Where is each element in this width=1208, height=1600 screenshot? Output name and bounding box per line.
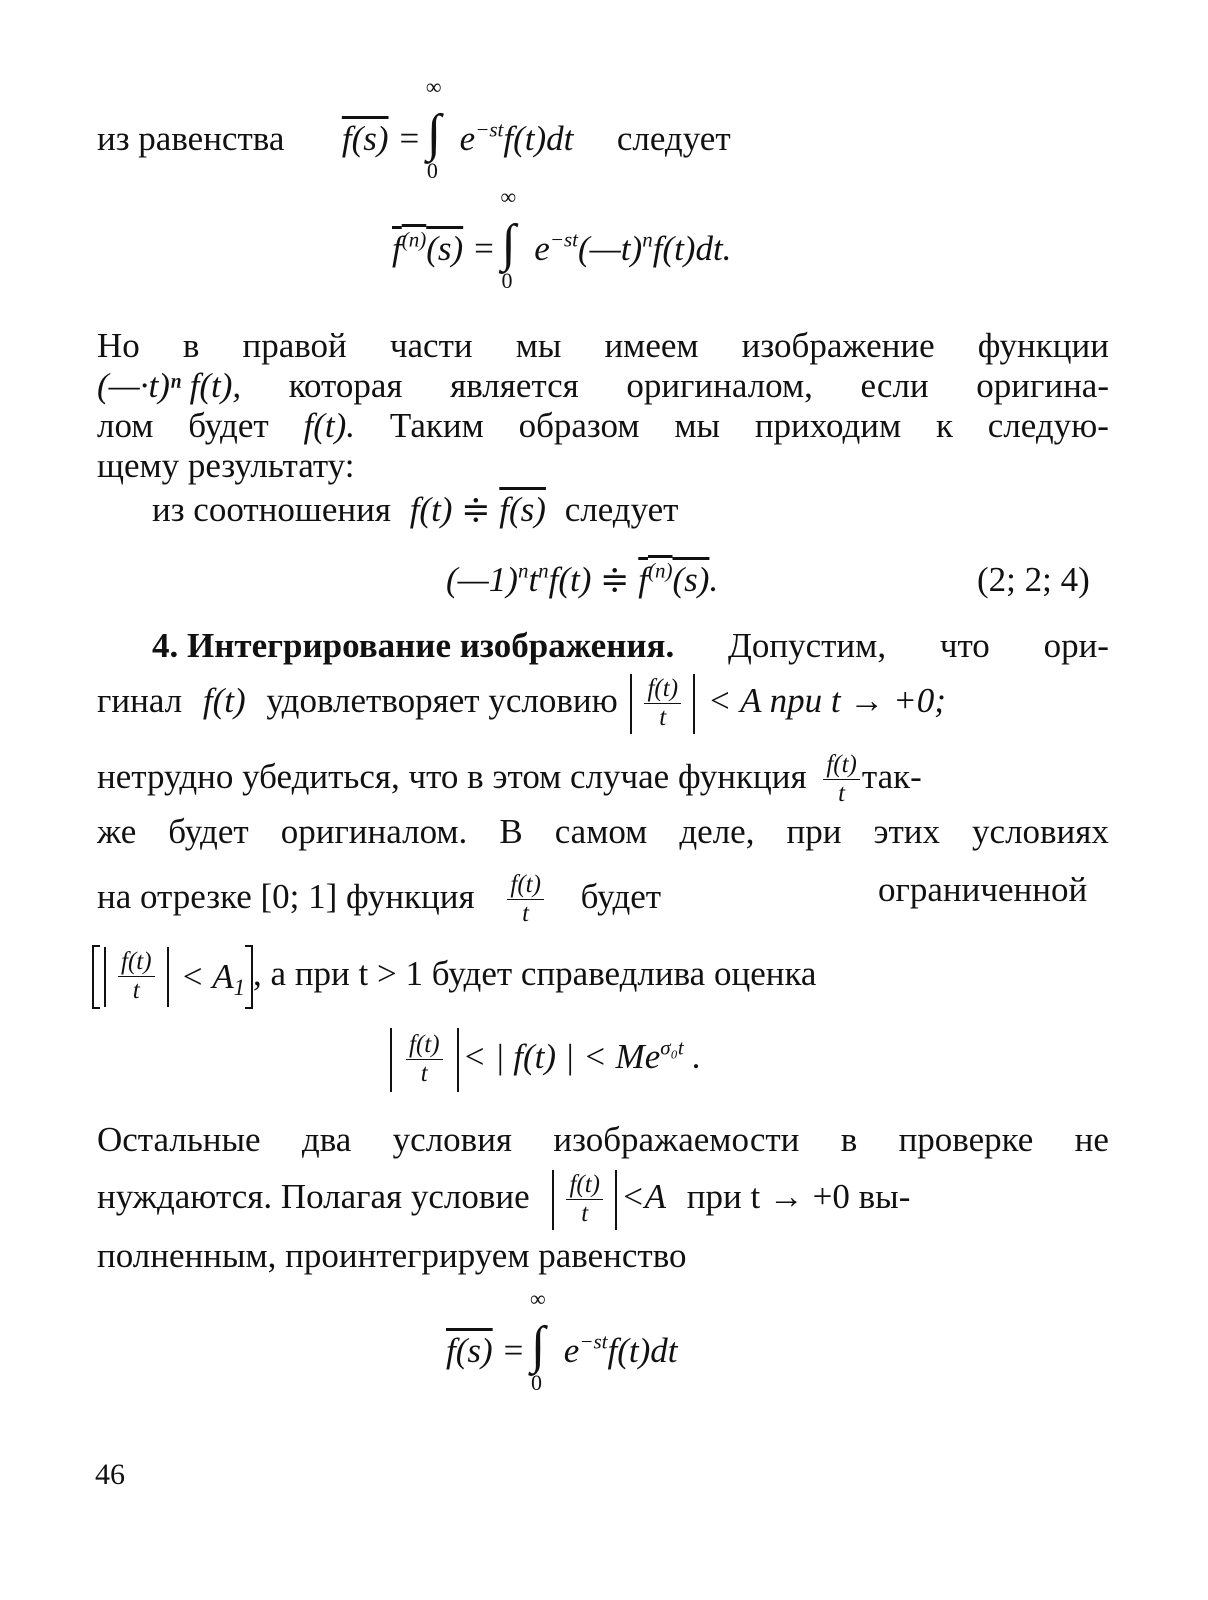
text-line-p4: щему результату: (97, 446, 355, 485)
text-fragment: на отрезке [0; 1] функция (97, 876, 475, 916)
word: будет (168, 812, 249, 851)
text-fragment: из равенства (97, 119, 285, 158)
text-fragment: при t → +0 вы- (686, 1176, 911, 1216)
word: этих (873, 812, 941, 851)
word: В (499, 812, 523, 851)
word: проверке (898, 1120, 1034, 1159)
word: мы (674, 406, 721, 445)
text-line-r2: нуждаются. Полагая условие $\frac{f(t)}{t}$ <A при t → +0 вы- (97, 1170, 910, 1230)
word: Остальные (97, 1120, 261, 1159)
word: условия (392, 1120, 513, 1159)
word: в (182, 326, 200, 365)
word: части (389, 326, 473, 365)
word: лом (97, 406, 154, 445)
word: имеем (604, 326, 699, 365)
text-fragment: будет (580, 876, 662, 916)
text-fragment: следует (564, 490, 679, 529)
bracket-bound: $\frac{f(t)}{t}$ < $A_1$ (92, 945, 253, 1009)
page-number: 46 (95, 1458, 125, 1491)
text-line-p2 (97, 368, 1109, 403)
section-heading: 4. Интегрирование изображения. (152, 626, 675, 665)
formula-laplace: f(s) = ∞ ∫ 0 $e^{-st}f(t)dt$ (341, 74, 574, 183)
abs-value: $\frac{f(t)}{t}$ (630, 674, 695, 734)
formula-correspondence: f(t) ≑ f(s) (409, 490, 546, 529)
section-4-line-5-end: ограниченной (878, 870, 1088, 909)
word: которая (288, 366, 403, 405)
word: при (786, 812, 842, 851)
word: к (935, 406, 953, 445)
word: самом (554, 812, 648, 851)
text-fragment: удовлетворяет условию (266, 680, 618, 720)
equation-derivative: $f^{(n)}(s)$ = ∞ ∫ 0 $e^{-st}(—t)^nf(t)dt$. (392, 184, 732, 293)
word: образом (518, 406, 640, 445)
section-4-line-3: нетрудно убедиться, что в этом случае функция $\frac{f(t)}{t}$ так- (97, 751, 922, 808)
word: Допустим, (728, 626, 887, 665)
text-line-1 (97, 74, 731, 183)
text-fragment: нетрудно убедиться, что в этом случае функция (97, 756, 807, 796)
section-4-line-4 (97, 814, 1109, 849)
section-4-line-6 (92, 945, 816, 1009)
word: оригина- (976, 366, 1109, 405)
word: будет (188, 406, 269, 445)
word: Таким (389, 406, 484, 445)
word: не (1074, 1120, 1109, 1159)
word: если (860, 366, 929, 405)
word: изображаемости (553, 1120, 800, 1159)
word: (—·t)ⁿ f(t), (97, 366, 242, 405)
word: изображение (741, 326, 935, 365)
section-4-line-2: гинал f(t) удовлетворяет условию $\frac{f(t)}{t}$ < A при t → +0; (97, 674, 946, 734)
word: условиях (972, 812, 1109, 851)
equation-2-2-4: $(—1)^nt^nf(t)$ ≑ $f^{(n)}(s)$. (446, 558, 719, 599)
word: Но (97, 326, 140, 365)
word: правой (242, 326, 347, 365)
text-line-p1 (97, 328, 1109, 363)
word: является (450, 366, 579, 405)
text-fragment: , а при t > 1 будет справедлива оценка (253, 953, 817, 993)
word: ори- (1043, 626, 1109, 665)
word: два (301, 1120, 352, 1159)
text-line-r1 (97, 1122, 1109, 1157)
equation-laplace-final: f(s) = ∞ ∫ 0 $e^{-st}f(t)dt$ (446, 1286, 678, 1395)
text-fragment: гинал (97, 680, 183, 720)
text-line-p3 (97, 408, 1109, 443)
section-4-line-5: на отрезке [0; 1] функция $\frac{f(t)}{t}$ будет (97, 871, 662, 928)
word: деле, (679, 812, 755, 851)
word: следую- (987, 406, 1109, 445)
word: приходим (754, 406, 902, 445)
equation-number: (2; 2; 4) (977, 560, 1090, 599)
text-line-r3: полненным, проинтегрируем равенство (97, 1236, 687, 1275)
word: что (939, 626, 990, 665)
word: оригиналом. (280, 812, 468, 851)
word: же (97, 812, 137, 851)
text-line-p5 (152, 492, 678, 527)
text-fragment: следует (616, 119, 731, 158)
word: функции (977, 326, 1109, 365)
text-fragment: из соотношения (152, 490, 391, 529)
word: мы (515, 326, 562, 365)
text-fragment: так- (861, 756, 922, 796)
text-fragment: нуждаются. Полагая условие (97, 1176, 530, 1216)
equation-estimate: $\frac{f(t)}{t}$ < | f(t) | < $Me^{\sigma_0t}$ . (386, 1028, 701, 1092)
condition: < A при t → +0; (707, 680, 946, 720)
section-4-heading-line (152, 628, 1109, 663)
word: оригиналом, (626, 366, 813, 405)
word: f(t). (303, 406, 356, 445)
word: в (840, 1120, 858, 1159)
